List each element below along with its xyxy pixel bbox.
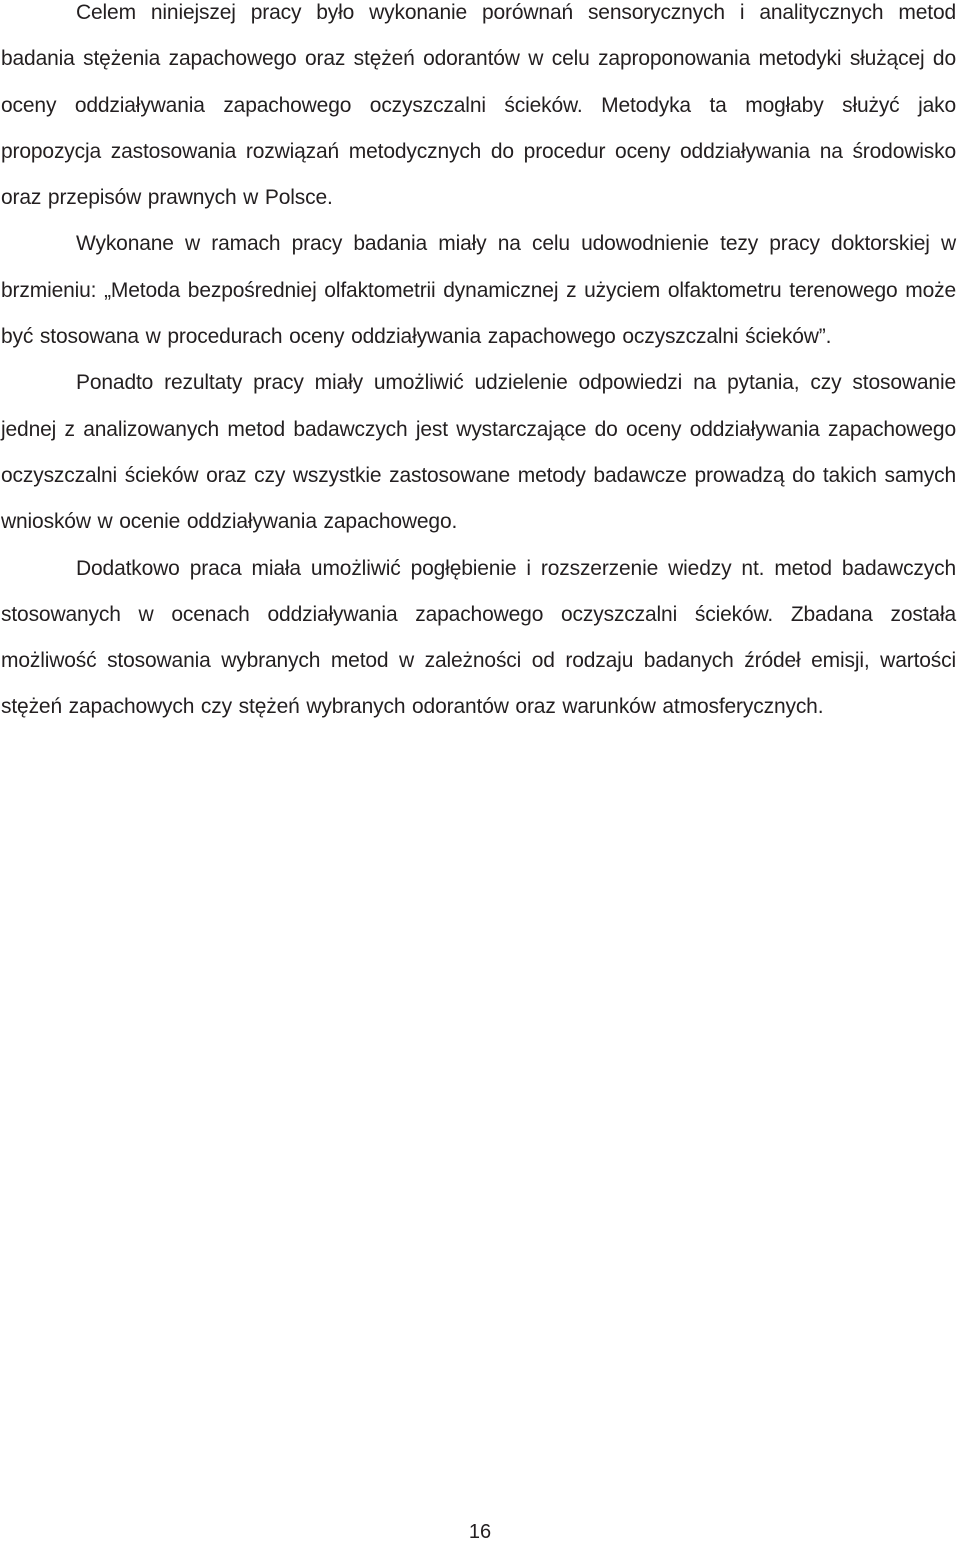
paragraph-thesis: Wykonane w ramach pracy badania miały na celu udowodnienie tezy pracy doktorskiej w brzmieniu: „Metoda bezpośredniej olfaktometrii dynamicznej z użyciem olfaktometru terenowego może być stosowana w procedurach oceny oddziaływania zapachowego oczyszczalni ścieków”.: [1, 232, 956, 349]
paragraph-additional: Dodatkowo praca miała umożliwić pogłębienie i rozszerzenie wiedzy nt. metod badawczych stosowanych w ocenach oddziaływania zapachowego oczyszczalni ścieków. Zbadana została możliwość stosowania wybranych metod w zależności od rodzaju badanych źródeł emisji, wartości stężeń zapachowych czy stężeń wybranych odorantów oraz warunków atmosferycznych.: [1, 556, 956, 719]
paragraph-aim: Celem niniejszej pracy było wykonanie porównań sensorycznych i analitycznych metod badania stężenia zapachowego oraz stężeń odorantów w celu zaproponowania metodyki służącej do oceny oddziaływania zapachowego oczyszczalni ścieków. Metodyka ta mogłaby służyć jako propozycja zastosowania rozwiązań metodycznych do procedur oceny oddziaływania na środowisko oraz przepisów prawnych w Polsce.: [1, 1, 956, 210]
paragraph-questions: Ponadto rezultaty pracy miały umożliwić udzielenie odpowiedzi na pytania, czy stosowanie jednej z analizowanych metod badawczych jest wystarczające do oceny oddziaływania zapachowego oczyszczalni ścieków oraz czy wszystkie zastosowane metody badawcze prowadzą do takich samych wniosków w ocenie oddziaływania zapachowego.: [1, 371, 956, 534]
page-number: 16: [468, 1521, 492, 1543]
body-text: [1, 0, 956, 731]
